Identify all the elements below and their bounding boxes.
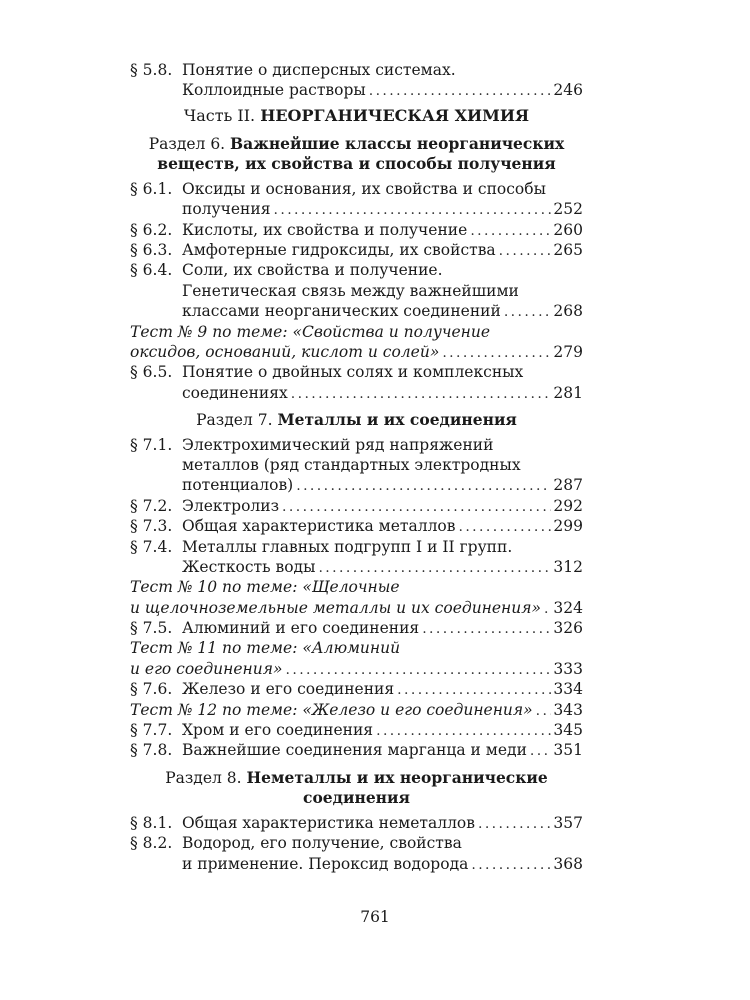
- toc-test-12[interactable]: Тест № 12 по теме: «Железо и его соединения» ..... 343: [130, 700, 583, 720]
- dot-leader: [530, 741, 552, 761]
- toc-test-10-cont[interactable]: и щелочноземельные металлы и их соединения» ..... 324: [130, 598, 583, 618]
- dot-leader: [478, 814, 551, 834]
- dot-leader: [397, 680, 551, 700]
- toc-entry-7-1-cont2[interactable]: потенциалов) ..... 287: [130, 475, 583, 495]
- part-heading: Часть II. НЕОРГАНИЧЕСКАЯ ХИМИЯ: [183, 105, 530, 125]
- toc-entry-7-7[interactable]: § 7.7. Хром и его соединения ..... 345: [130, 720, 583, 740]
- table-of-contents: [130, 60, 583, 874]
- dot-leader: [442, 343, 551, 363]
- dot-leader: [504, 302, 552, 322]
- toc-entry-6-2[interactable]: § 6.2. Кислоты, их свойства и получение ..... 260: [130, 220, 583, 240]
- toc-entry-7-4-cont[interactable]: Жесткость воды ..... 312: [130, 557, 583, 577]
- toc-entry-6-1[interactable]: § 6.1. Оксиды и основания, их свойства и способы: [130, 179, 546, 198]
- toc-entry-6-4-cont2[interactable]: классами неорганических соединений ..... 268: [130, 301, 583, 321]
- dot-leader: [318, 558, 551, 578]
- toc-entry-8-2[interactable]: § 8.2. Водород, его получение, свойства: [130, 834, 462, 853]
- toc-entry-7-5[interactable]: § 7.5. Алюминий и его соединения ..... 326: [130, 618, 583, 638]
- page-number: 324: [553, 598, 583, 617]
- dot-leader: [499, 241, 552, 261]
- page-number: 292: [553, 496, 583, 515]
- section-8-heading: Раздел 8. Неметаллы и их неорганические соединения: [165, 767, 548, 808]
- toc-test-11[interactable]: Тест № 11 по теме: «Алюминий: [130, 639, 401, 658]
- page-number: 345: [553, 721, 583, 740]
- page-number: 265: [553, 240, 583, 259]
- toc-entry-7-6[interactable]: § 7.6. Железо и его соединения ..... 334: [130, 679, 583, 699]
- toc-entry-6-3[interactable]: § 6.3. Амфотерные гидроксиды, их свойства ..... 265: [130, 240, 583, 260]
- dot-leader: [536, 701, 552, 721]
- toc-test-9-cont[interactable]: оксидов, оснований, кислот и солей» ..... 279: [130, 342, 583, 362]
- toc-entry-6-4-cont[interactable]: Генетическая связь между важнейшими: [182, 281, 519, 300]
- dot-leader: [286, 660, 552, 680]
- dot-leader: [376, 721, 551, 741]
- page-number: 333: [553, 659, 583, 678]
- toc-entry-7-2[interactable]: § 7.2. Электролиз ..... 292: [130, 496, 583, 516]
- toc-test-9[interactable]: Тест № 9 по теме: «Свойства и получение: [130, 322, 490, 341]
- toc-entry-6-5[interactable]: § 6.5. Понятие о двойных солях и комплексных: [130, 363, 524, 382]
- toc-entry-7-4[interactable]: § 7.4. Металлы главных подгрупп I и II групп.: [130, 537, 513, 556]
- dot-leader: [544, 599, 551, 619]
- folio-page-number: 761: [360, 908, 390, 926]
- toc-entry-6-5-cont[interactable]: соединениях ..... 281: [130, 383, 583, 403]
- page-number: 368: [553, 854, 583, 873]
- toc-entry-7-8[interactable]: § 7.8. Важнейшие соединения марганца и меди ..... 351: [130, 740, 583, 760]
- toc-entry-8-1[interactable]: § 8.1. Общая характеристика неметаллов ..... 357: [130, 813, 583, 833]
- page-number: 281: [553, 383, 583, 402]
- page-number: 299: [553, 517, 583, 536]
- page-number: 351: [553, 741, 583, 760]
- toc-test-10[interactable]: Тест № 10 по теме: «Щелочные: [130, 578, 400, 597]
- toc-entry-7-1[interactable]: § 7.1. Электрохимический ряд напряжений: [130, 435, 494, 454]
- section-6-heading: Раздел 6. Важнейшие классы неорганических веществ, их свойства и способы получения: [148, 133, 565, 174]
- dot-leader: [274, 200, 552, 220]
- page-number: 334: [553, 680, 583, 699]
- toc-test-11-cont[interactable]: и его соединения» ..... 333: [130, 659, 583, 679]
- dot-leader: [471, 855, 551, 875]
- toc-entry-7-1-cont[interactable]: металлов (ряд стандартных электродных: [182, 455, 521, 474]
- page-number: 287: [553, 476, 583, 495]
- page-number: 279: [553, 342, 583, 361]
- dot-leader: [470, 221, 551, 241]
- section-7-heading: Раздел 7. Металлы и их соединения: [196, 410, 517, 430]
- dot-leader: [291, 384, 552, 404]
- dot-leader: [282, 497, 551, 517]
- page-number: 246: [553, 81, 583, 100]
- toc-entry-5-8[interactable]: § 5.8. Понятие о дисперсных системах.: [130, 61, 456, 79]
- dot-leader: [369, 81, 552, 101]
- toc-entry-7-3[interactable]: § 7.3. Общая характеристика металлов ..... 299: [130, 516, 583, 536]
- dot-leader: [296, 476, 551, 496]
- toc-entry-8-2-cont[interactable]: и применение. Пероксид водорода ..... 368: [130, 854, 583, 874]
- toc-entry-5-8-cont[interactable]: Коллоидные растворы ..... 246: [130, 80, 583, 100]
- page-number: 326: [553, 619, 583, 638]
- page-number: 312: [553, 557, 583, 576]
- page-number: 260: [553, 220, 583, 239]
- page-number: 268: [553, 302, 583, 321]
- dot-leader: [458, 517, 551, 537]
- toc-entry-6-1-cont[interactable]: получения ..... 252: [130, 199, 583, 219]
- page-number: 343: [553, 700, 583, 719]
- toc-entry-6-4[interactable]: § 6.4. Соли, их свойства и получение.: [130, 261, 443, 280]
- page-number: 252: [553, 200, 583, 219]
- dot-leader: [422, 619, 551, 639]
- page-number: 357: [553, 813, 583, 832]
